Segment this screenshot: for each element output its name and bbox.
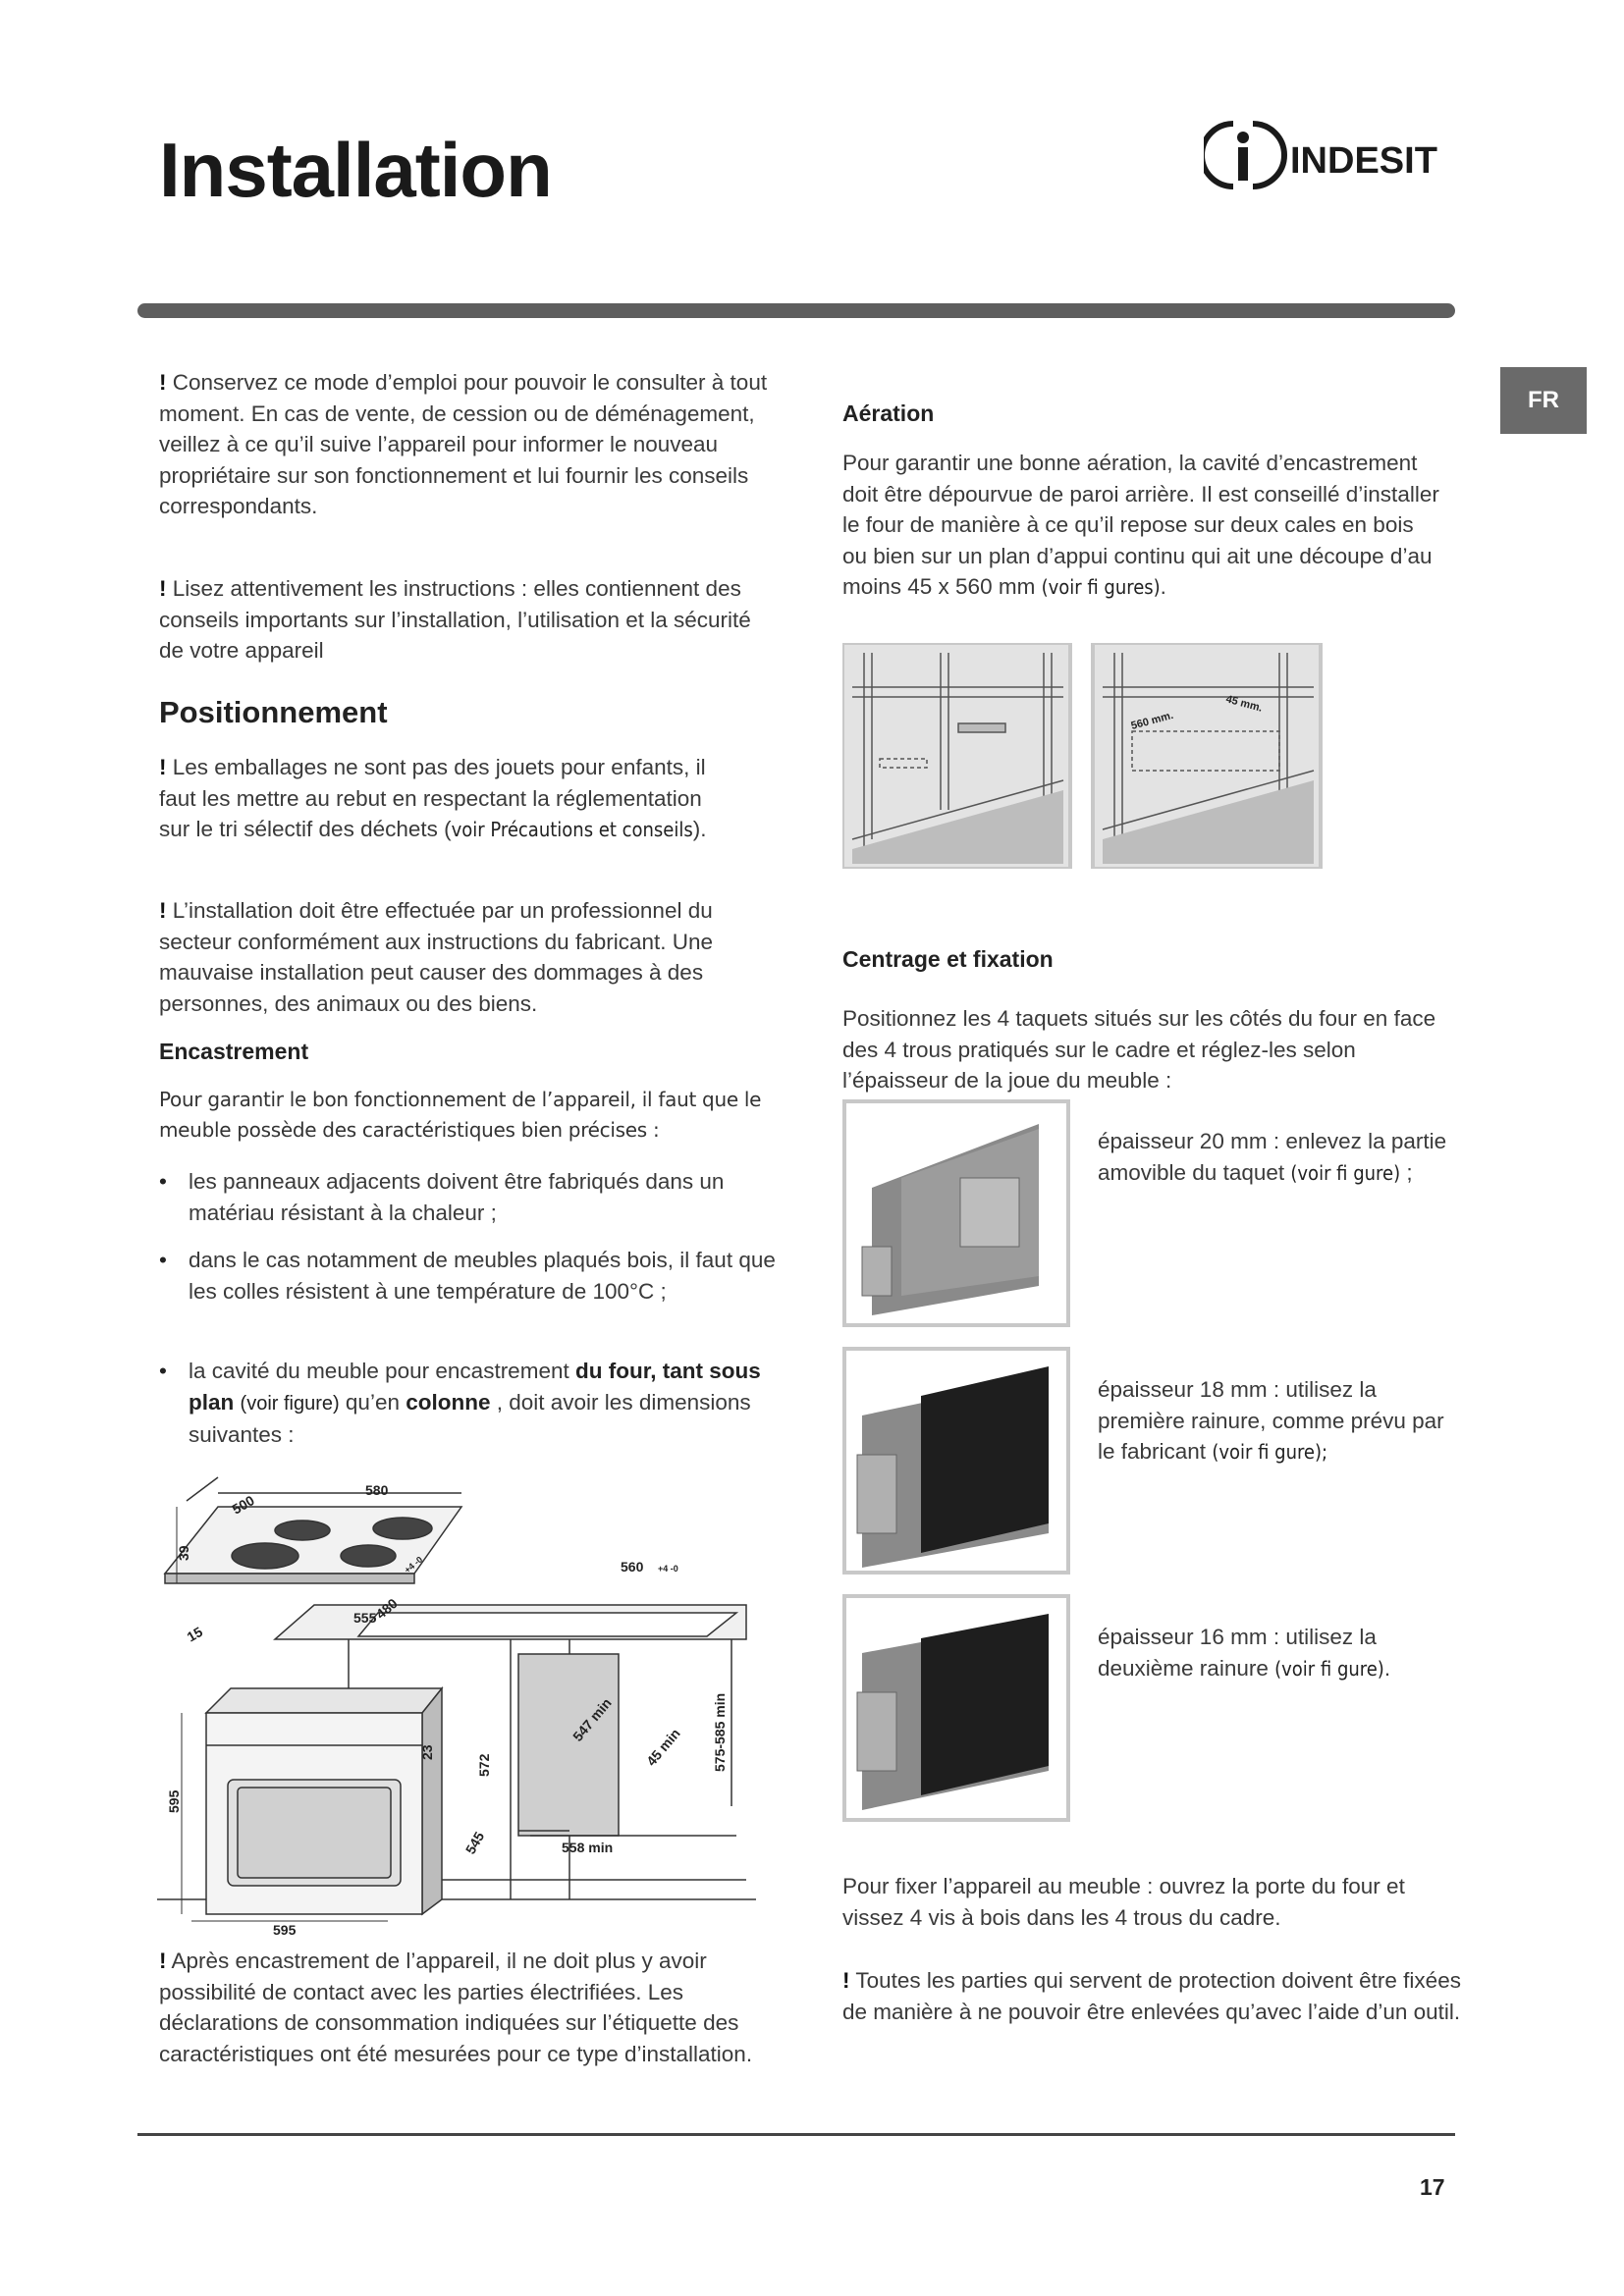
pos2-text: L’installation doit être effectuée par un professionnel du secteur conformément aux instructions du fabricant. Une mauvaise installation peut causer des dommages à des personnes, des animaux ou des biens. — [159, 898, 714, 1016]
protection-paragraph: ! Toutes les parties qui servent de protection doivent être fixées de manière à ne pouvoir être enlevées qu’avec l’aide d’un outil. — [842, 1968, 1461, 2024]
dim-23: 23 — [419, 1744, 435, 1760]
heading-encastrement: Encastrement — [159, 1039, 309, 1064]
list-item — [159, 1356, 807, 1451]
dim-500: 500 — [229, 1492, 257, 1518]
indesit-logo — [1204, 116, 1449, 194]
dim-560: 560 — [621, 1559, 644, 1575]
intro-1-text: Conservez ce mode d’emploi pour pouvoir le consulter à tout moment. En cas de vente, de cession ou de déménagement, veillez à ce qu’il suive l’appareil pour informer le nouveau propriétaire sur son fonctionnement et lui fournir les conseils correspondants. — [159, 370, 768, 518]
oven-drawing — [206, 1688, 442, 1914]
intro-2-text: Lisez attentivement les instructions : elles contiennent des conseils importants sur l’installation, l’utilisation et la sécurité de votre appareil — [159, 576, 751, 663]
figure-label-45mm: 45 mm. — [1224, 693, 1264, 715]
aeration-figure-1 — [842, 643, 1070, 869]
bullet3-bold-2: colonne — [406, 1389, 491, 1415]
bullet3-reference: (voir figure) — [240, 1392, 340, 1415]
aeration-end: . — [1160, 574, 1166, 599]
dim-560-tolerance: +4 -0 — [658, 1564, 678, 1574]
heading-positionnement: Positionnement — [159, 695, 388, 729]
dim-575-585: 575-585 min — [712, 1692, 728, 1772]
centrage-paragraph: Positionnez les 4 taquets situés sur les côtés du four en face des 4 trous pratiqués sur le cadre et réglez-les selon l’épaisseur de la joue du meuble : — [842, 1006, 1436, 1093]
bracket-20mm-text — [1098, 1126, 1461, 1189]
intro-paragraph-1: ! Conservez ce mode d’emploi pour pouvoir le consulter à tout moment. En cas de vente, de cession ou de déménagement, veillez à ce qu’il suive l’appareil pour informer le nouveau propriétaire sur son fonctionnement et lui fournir les conseils correspondants. — [159, 370, 768, 518]
positionnement-paragraph-1: ! Les emballages ne sont pas des jouets pour enfants, il faut les mettre au rebut en respectant la réglementation sur le tri sélectif des déchets (voir Précautions et conseils). — [159, 755, 707, 841]
aeration-reference: (voir fi gures) — [1041, 575, 1161, 599]
aeration-figure-2 — [1093, 643, 1321, 869]
dim-547: 547 min — [569, 1694, 615, 1744]
protection-text: Toutes les parties qui servent de protection doivent être fixées de manière à ne pouvoir être enlevées qu’avec l’aide d’un outil. — [842, 1968, 1461, 2024]
dim-580: 580 — [365, 1482, 389, 1498]
bracket-18mm-text — [1098, 1374, 1461, 1468]
pos1-text: Les emballages ne sont pas des jouets pour enfants, il faut les mettre au rebut en respectant la réglementation sur le tri sélectif des déchets ( — [159, 755, 706, 841]
list-item: • dans le cas notamment de meubles plaqués bois, il faut que les colles résistent à une température de 100°C ; — [159, 1245, 797, 1307]
heading-aeration: Aération — [842, 400, 935, 426]
t20-end: ; — [1400, 1159, 1413, 1185]
heading-centrage: Centrage et fixation — [842, 946, 1054, 972]
dim-480-tolerance: +4 -0 — [402, 1554, 425, 1575]
dim-545: 545 — [461, 1829, 488, 1857]
page-title: Installation — [159, 127, 552, 213]
t16-reference: (voir fi gure) — [1274, 1656, 1384, 1681]
bracket-figure-16mm — [842, 1594, 1070, 1822]
bullet3-bold-1: du four, tant sous plan — [189, 1359, 761, 1415]
pos1-reference: voir Précautions et conseils — [451, 818, 693, 841]
intro-paragraph-2: ! Lisez attentivement les instructions : elles contiennent des conseils importants sur l’installation, l’utilisation et la sécurité de votre appareil — [159, 576, 751, 663]
after-installation-text: Après encastrement de l’appareil, il ne doit plus y avoir possibilité de contact avec les parties électrifiées. Les déclarations de consommation indiquées sur l’étiquette des caractéristiques ont été mesurées pour ce type d’installation. — [159, 1949, 753, 2066]
bracket-figure-18mm — [842, 1347, 1070, 1575]
footer-divider — [137, 2133, 1455, 2136]
dim-39: 39 — [176, 1545, 191, 1561]
t16-text: épaisseur 16 mm : utilisez la deuxième rainure — [1098, 1625, 1377, 1681]
dim-595-height: 595 — [166, 1789, 182, 1813]
page-number: 17 — [1420, 2174, 1445, 2200]
brand-name: INDESIT — [1290, 140, 1437, 182]
dim-480: 480 — [372, 1595, 401, 1623]
dim-45: 45 min — [643, 1725, 683, 1769]
language-tab: FR — [1500, 367, 1587, 434]
figure-label-560mm: 560 mm. — [1129, 709, 1175, 732]
pos1-end: ). — [692, 817, 707, 841]
bracket-figure-20mm — [842, 1099, 1070, 1327]
t18-text: épaisseur 18 mm : utilisez la première rainure, comme prévu par le fabricant — [1098, 1377, 1444, 1464]
t18-reference: (voir fi gure); — [1212, 1440, 1328, 1464]
aeration-text: Pour garantir une bonne aération, la cavité d’encastrement doit être dépourvue de paroi arrière. Il est conseillé d’installer le four de manière à ce qu’il repose sur deux cales en bois ou bien sur un plan d’appui continu qui ait une découpe d’au moins 45 x 560 mm — [842, 451, 1439, 599]
after-installation-paragraph: ! Après encastrement de l’appareil, il ne doit plus y avoir possibilité de contact avec les parties électrifiées. Les déclarations de consommation indiquées sur l’étiquette des caractéristiques ont été mesurées pour ce type d’installation. — [159, 1949, 753, 2066]
dim-555: 555 — [353, 1610, 377, 1626]
header-divider — [137, 303, 1455, 318]
encastrement-intro: Pour garantir le bon fonctionnement de l’appareil, il faut que le meuble possède des caractéristiques bien précises : — [159, 1088, 762, 1142]
bullet3-part-f: , doit avoir les dimensions suivantes : — [189, 1389, 751, 1447]
dim-15: 15 — [184, 1623, 205, 1645]
bracket-16mm-text — [1098, 1622, 1461, 1684]
info-icon — [1204, 124, 1284, 187]
dim-595-width: 595 — [273, 1922, 297, 1938]
bullet3-part-a: la cavité du meuble pour encastrement — [189, 1359, 575, 1383]
fixation-paragraph: Pour fixer l’appareil au meuble : ouvrez la porte du four et vissez 4 vis à bois dans les 4 trous du cadre. — [842, 1874, 1405, 1930]
aeration-paragraph — [842, 448, 1441, 604]
dim-558: 558 min — [562, 1840, 614, 1855]
t20-reference: (voir fi gure) — [1290, 1160, 1401, 1185]
installation-dimension-diagram — [157, 1468, 756, 1939]
positionnement-paragraph-2: ! L’installation doit être effectuée par un professionnel du secteur conformément aux instructions du fabricant. Une mauvaise installation peut causer des dommages à des personnes, des animaux ou des biens. — [159, 898, 714, 1016]
bullet3-part-d: qu’en — [339, 1389, 406, 1415]
dim-572: 572 — [476, 1753, 492, 1777]
t16-end: . — [1383, 1655, 1391, 1681]
list-item: • les panneaux adjacents doivent être fabriqués dans un matériau résistant à la chaleur ; — [159, 1166, 797, 1228]
t20-text: épaisseur 20 mm : enlevez la partie amovible du taquet — [1098, 1129, 1447, 1185]
aeration-figures — [842, 643, 1324, 869]
